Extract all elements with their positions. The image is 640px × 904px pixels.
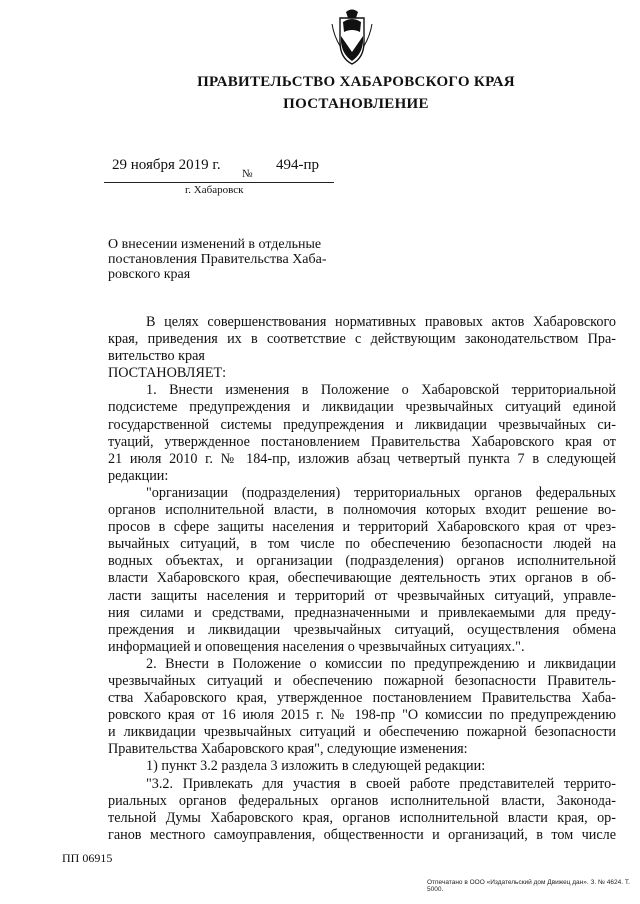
body-line: и ликвидации чрезвычайных ситуаций и обеспечению пожарной безопасности [108,724,616,741]
body-line: 2. Внести в Положение о комиссии по предупреждению и ликвидации [146,655,616,672]
body-line: Правительства Хабаровского края", следующие изменения: [108,741,468,758]
body-line: 1) пункт 3.2 раздела 3 изложить в следующей редакции: [146,758,486,775]
document-subject [108,237,348,282]
body-line: риальных органов федеральных органов исполнительной власти, Законода- [108,792,616,809]
government-title: ПРАВИТЕЛЬСТВО ХАБАРОВСКОГО КРАЯ [197,74,515,90]
subject-line: ровского края [108,267,191,282]
date-underline [104,182,334,183]
document-code: ПП 06915 [62,851,113,865]
body-line: редакции: [108,467,169,484]
document-number: 494-пр [276,157,320,173]
document-date: 29 ноября 2019 г. [112,157,221,173]
document-type: ПОСТАНОВЛЕНИЕ [283,96,429,112]
document-body [108,314,616,844]
body-line: подсистеме предупреждения и ликвидации чрезвычайных ситуаций единой [108,399,616,416]
resolves-heading: ПОСТАНОВЛЯЕТ: [108,365,227,382]
subject-line: О внесении изменений в отдельные [108,237,322,252]
number-sign: № [242,168,253,180]
body-line: "организации (подразделения) территориальных органов федеральных [146,484,616,501]
body-line: ганов местного самоуправления, общественности и организаций, в том числе [108,826,616,843]
body-line: ласти защиты населения и территорий от чрезвычайных ситуаций, управле- [108,587,616,604]
body-line: 21 июля 2010 г. № 184-пр, изложив абзац четвертый пункта 7 в следующей [108,450,616,467]
body-line: "3.2. Привлекать для участия в своей работе представителей террито- [146,775,616,792]
body-line: ровского края от 16 июля 2015 г. № 198-пр "О комиссии по предупреждению [108,707,616,724]
body-line: власти Хабаровского края, обеспечивающие деятельность этих органов в об- [108,570,616,587]
body-line: вычайных ситуаций, в том числе по обеспечению безопасности людей на [108,536,616,553]
body-line: края, приведения их в соответствие с действующим законодательством Пра- [108,331,616,348]
document-city: г. Хабаровск [185,184,244,196]
body-line: просов в сфере защиты населения и территорий Хабаровского края от чрез- [108,519,616,536]
body-line: ства Хабаровского края, утвержденное постановлением Правительства Хаба- [108,690,616,707]
body-line: В целях совершенствования нормативных правовых актов Хабаровского [146,314,616,330]
subject-line: постановления Правительства Хаба- [108,252,327,267]
body-line: преждения и ликвидации чрезвычайных ситуаций, осуществления обмена [108,621,616,638]
body-line: органов исполнительной власти, в полномочия которых входит решение во- [108,502,616,519]
body-line: государственной системы предупреждения и ликвидации чрезвычайных си- [108,416,616,433]
body-line: вительство края [108,348,205,365]
body-line: водных объектах, и организации (подразделения) органов исполнительной [108,553,616,570]
body-line: чрезвычайных ситуаций и обеспечению пожарной безопасности Правитель- [108,672,616,689]
body-line: тельной Думы Хабаровского края, органов исполнительной власти края, ор- [108,809,616,826]
print-imprint: Отпечатано в ООО «Издательский дом Движец дан». З. № 4624. Т. 5000. [427,879,630,893]
coat-of-arms-icon [326,6,378,68]
body-line: туаций, утвержденное постановлением Правительства Хабаровского края от [108,433,616,450]
body-line: информацией и оповещения населения о чрезвычайных ситуациях.". [108,638,525,655]
body-line: ния силами и средствами, предназначенными и привлекаемыми для преду- [108,604,616,621]
body-line: 1. Внести изменения в Положение о Хабаровской территориальной [146,382,616,399]
